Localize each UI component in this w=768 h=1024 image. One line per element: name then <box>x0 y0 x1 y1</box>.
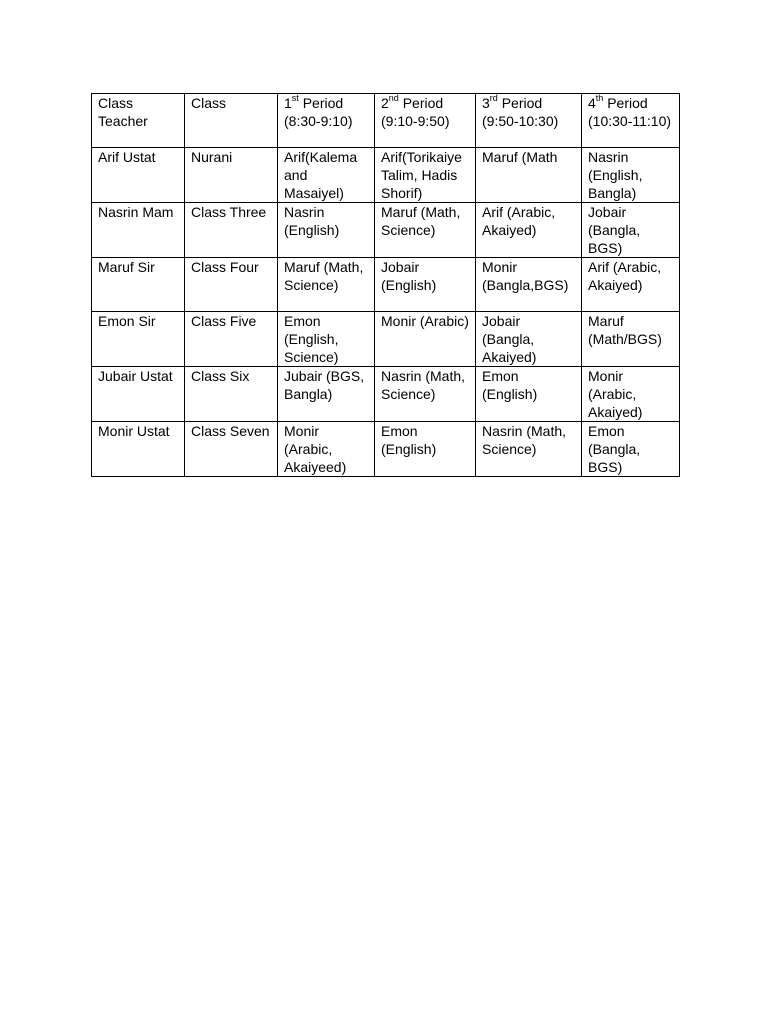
cell-period-1: Emon (English, Science) <box>278 312 375 367</box>
table-row <box>92 312 680 367</box>
cell-period-1: Arif(Kalema and Masaiyel) <box>278 148 375 203</box>
cell-period-1: Nasrin (English) <box>278 203 375 258</box>
cell-period-1: Monir (Arabic, Akaiyeed) <box>278 422 375 477</box>
cell-class-teacher: Jubair Ustat <box>92 367 185 422</box>
cell-period-3: Maruf (Math <box>476 148 582 203</box>
table-row <box>92 367 680 422</box>
period-time: (10:30-11:10) <box>588 113 672 129</box>
header-period-2 <box>375 94 476 148</box>
period-number: 2 <box>381 95 389 111</box>
cell-class: Class Six <box>185 367 278 422</box>
period-label: Period <box>398 95 444 111</box>
period-time: (8:30-9:10) <box>284 113 353 129</box>
cell-period-4: Arif (Arabic, Akaiyed) <box>582 258 680 312</box>
cell-class-teacher: Emon Sir <box>92 312 185 367</box>
cell-period-3: Arif (Arabic, Akaiyed) <box>476 203 582 258</box>
cell-class: Class Three <box>185 203 278 258</box>
period-number: 3 <box>482 95 490 111</box>
cell-period-3: Jobair (Bangla, Akaiyed) <box>476 312 582 367</box>
period-suffix: st <box>291 93 299 104</box>
header-class: Class <box>185 94 278 148</box>
cell-period-2: Jobair (English) <box>375 258 476 312</box>
period-suffix: rd <box>489 93 498 104</box>
period-number: 1 <box>284 95 292 111</box>
header-class-teacher: Class Teacher <box>92 94 185 148</box>
cell-period-4: Nasrin (English, Bangla) <box>582 148 680 203</box>
cell-class-teacher: Monir Ustat <box>92 422 185 477</box>
cell-period-4: Emon (Bangla, BGS) <box>582 422 680 477</box>
period-suffix: nd <box>388 93 399 104</box>
cell-period-3: Emon (English) <box>476 367 582 422</box>
table-row <box>92 422 680 477</box>
table-row <box>92 258 680 312</box>
cell-class: Class Seven <box>185 422 278 477</box>
period-suffix: th <box>595 93 604 104</box>
cell-period-3: Monir (Bangla,BGS) <box>476 258 582 312</box>
class-routine-table <box>91 93 680 477</box>
table-row <box>92 148 680 203</box>
cell-period-4: Monir (Arabic, Akaiyed) <box>582 367 680 422</box>
cell-period-2: Maruf (Math, Science) <box>375 203 476 258</box>
period-time: (9:10-9:50) <box>381 113 450 129</box>
table-row <box>92 203 680 258</box>
cell-class: Class Five <box>185 312 278 367</box>
header-period-3 <box>476 94 582 148</box>
period-label: Period <box>497 95 543 111</box>
header-row <box>92 94 680 148</box>
cell-period-2: Arif(Torikaiye Talim, Hadis Shorif) <box>375 148 476 203</box>
period-time: (9:50-10:30) <box>482 113 559 129</box>
cell-class: Nurani <box>185 148 278 203</box>
header-period-1 <box>278 94 375 148</box>
cell-period-2: Nasrin (Math, Science) <box>375 367 476 422</box>
period-label: Period <box>603 95 648 111</box>
cell-period-1: Maruf (Math, Science) <box>278 258 375 312</box>
cell-class-teacher: Maruf Sir <box>92 258 185 312</box>
cell-class-teacher: Arif Ustat <box>92 148 185 203</box>
cell-period-4: Maruf (Math/BGS) <box>582 312 680 367</box>
cell-period-1: Jubair (BGS, Bangla) <box>278 367 375 422</box>
header-period-4 <box>582 94 680 148</box>
period-number: 4 <box>588 95 596 111</box>
cell-period-2: Emon (English) <box>375 422 476 477</box>
cell-class-teacher: Nasrin Mam <box>92 203 185 258</box>
period-label: Period <box>298 95 344 111</box>
cell-period-2: Monir (Arabic) <box>375 312 476 367</box>
cell-period-3: Nasrin (Math, Science) <box>476 422 582 477</box>
cell-period-4: Jobair (Bangla, BGS) <box>582 203 680 258</box>
cell-class: Class Four <box>185 258 278 312</box>
